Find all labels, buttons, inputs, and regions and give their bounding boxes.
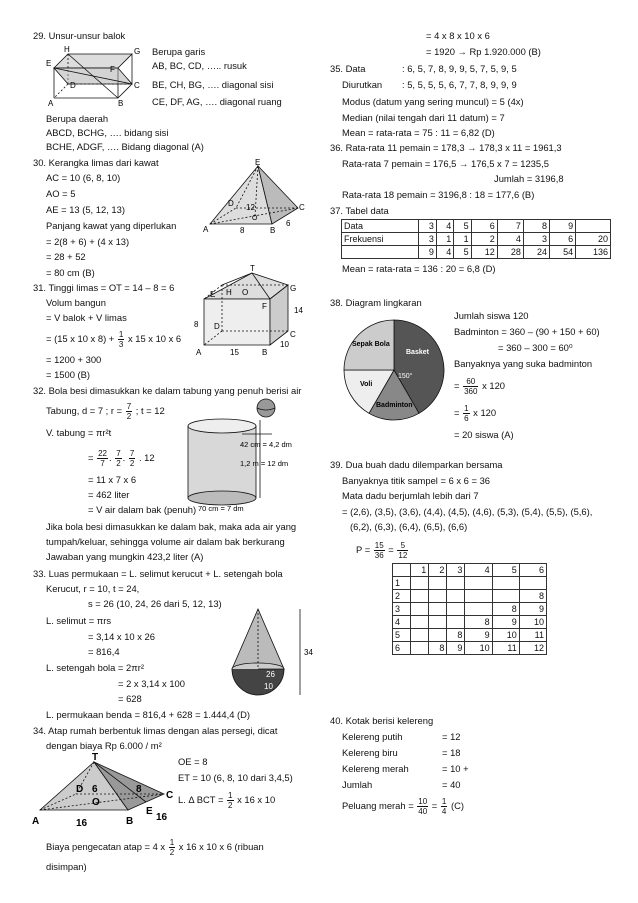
q35-mean: Mean = rata-rata = 75 : 11 = 6,82 (D)	[342, 127, 495, 138]
q39-dice-table	[392, 563, 547, 655]
q33-label-10: 10	[264, 682, 273, 691]
q31-label-c: C	[290, 330, 296, 339]
table-row	[342, 220, 611, 233]
q40-value: = 18	[442, 747, 461, 758]
table-cell: 8	[429, 642, 447, 655]
q39-text: =	[388, 543, 394, 555]
q30-label-o: O	[252, 215, 258, 222]
q29-bidang-diagonal: BCHE, ADGF, …. Bidang diagonal (A)	[46, 141, 204, 152]
q38-pie-chart	[340, 310, 450, 430]
q30-label-d: D	[228, 199, 234, 208]
q34-label-6: 6	[92, 784, 98, 795]
q40-heading: 40. Kotak berisi kelereng	[330, 715, 434, 726]
q29-label-g: G	[134, 47, 141, 56]
q30-label-12: 12	[246, 203, 255, 212]
q33-cone-figure	[224, 605, 314, 713]
q33-answer: L. permukaan benda = 816,4 + 628 = 1.444,4 (D)	[46, 709, 251, 720]
q38-line: Jumlah siswa 120	[454, 310, 529, 321]
table-cell: 4	[497, 233, 523, 246]
q35-sorted-label: Diurutkan	[342, 79, 383, 90]
table-cell: 4	[465, 564, 492, 577]
q33-line: Kerucut, r = 10, t = 24,	[46, 583, 140, 594]
q30-line: AO = 5	[46, 188, 76, 199]
q34-fraction	[169, 838, 175, 857]
q32-line: = 11 x 7 x 6	[88, 474, 137, 485]
numerator: 15	[374, 541, 384, 550]
q32-line: = V air dalam bak (penuh)	[88, 504, 197, 515]
table-cell	[411, 616, 429, 629]
table-row	[342, 233, 611, 246]
table-cell: 6	[471, 220, 497, 233]
q31-fraction	[118, 330, 124, 349]
table-cell	[393, 564, 411, 577]
table-cell: 6	[393, 642, 411, 655]
numerator: 22	[98, 449, 107, 458]
q32-line	[46, 402, 165, 421]
q30-line: = 28 + 52	[46, 251, 86, 262]
q34-label-a: A	[32, 816, 40, 827]
q34-label-c: C	[166, 790, 174, 801]
table-cell	[411, 642, 429, 655]
table-cell	[576, 220, 611, 233]
q30-line: AC = 10 (6, 8, 10)	[46, 172, 121, 183]
q30-label-8: 8	[240, 226, 245, 235]
q29-cuboid-figure	[44, 42, 144, 112]
q40-fraction	[417, 797, 428, 816]
table-cell: 3	[419, 233, 436, 246]
denominator: 2	[228, 801, 233, 810]
q31-label-o: O	[242, 288, 249, 297]
q31-line: = V balok + V limas	[46, 312, 127, 323]
table-cell: 10	[465, 642, 492, 655]
q37-frequency-table	[341, 219, 611, 259]
q33-line: L. selimut = πrs	[46, 615, 112, 626]
q31-text: x 15 x 10 x 6	[127, 332, 182, 344]
q32-line: V. tabung = πr²t	[46, 427, 112, 438]
table-cell: 20	[576, 233, 611, 246]
q33-label-34: 34	[304, 648, 313, 657]
q30-label-6: 6	[286, 219, 291, 228]
table-cell: 8	[519, 590, 546, 603]
q29-label-b: B	[118, 99, 124, 108]
q30-pyramid-figure	[200, 158, 305, 238]
denominator: 2	[116, 459, 121, 468]
table-cell: 2	[429, 564, 447, 577]
q32-diameter-label: 42 cm = 4,2 dm	[240, 440, 292, 449]
table-row	[342, 246, 611, 259]
q31-label-8: 8	[194, 320, 199, 329]
q34-continued-line: = 4 x 8 x 10 x 6	[426, 30, 490, 41]
q34-label-b: B	[126, 816, 134, 827]
q34-fraction	[227, 791, 233, 810]
q34-text: x 16 x 10 x 6 (ribuan	[178, 840, 264, 852]
q31-line	[46, 330, 181, 349]
table-cell: 8	[492, 603, 519, 616]
q34-line	[46, 838, 264, 857]
table-cell	[411, 629, 429, 642]
q34-label-o: O	[92, 797, 100, 808]
table-row	[393, 616, 547, 629]
q39-line: = (2,6), (3,5), (3,6), (4,4), (4,5), (4,6), (5,3), (5,4), (5,5), (5,6),	[342, 506, 593, 517]
q29-label-a: A	[48, 99, 54, 108]
q32-text: ; t = 12	[135, 404, 165, 416]
q38-line	[454, 404, 496, 423]
q34-label-e: E	[146, 806, 153, 817]
q29-bidang-sisi: ABCD, BCHG, …. bidang sisi	[46, 127, 169, 138]
q33-line: = 3,14 x 10 x 26	[88, 631, 155, 642]
q35-heading: 35. Data	[330, 63, 366, 74]
q38-label-badminton: Badminton	[376, 402, 413, 409]
table-cell: 10	[492, 629, 519, 642]
q40-label: Kelereng merah	[342, 763, 409, 774]
numerator: 60	[463, 377, 478, 387]
q31-line: = 1200 + 300	[46, 354, 102, 365]
numerator: 5	[397, 541, 408, 551]
q38-text: x 120	[482, 379, 505, 391]
table-cell: 4	[436, 246, 453, 259]
table-cell: 2	[471, 233, 497, 246]
table-cell: 54	[549, 246, 575, 259]
q31-label-a: A	[196, 348, 202, 357]
q40-label: Jumlah	[342, 779, 373, 790]
q30-label-a: A	[203, 225, 209, 234]
q34-text: L. Δ BCT =	[178, 793, 224, 805]
q31-text: = (15 x 10 x 8) +	[46, 332, 115, 344]
q35-sorted: : 5, 5, 5, 5, 6, 7, 7, 8, 9, 9, 9	[402, 79, 517, 90]
q29-label-h: H	[64, 45, 70, 54]
table-cell: 6	[549, 233, 575, 246]
table-cell: 5	[393, 629, 411, 642]
table-cell: 7	[497, 220, 523, 233]
numerator: 7	[129, 449, 135, 458]
table-cell: 5	[454, 220, 471, 233]
table-cell: 9	[419, 246, 436, 259]
numerator: 7	[116, 449, 121, 458]
table-cell: 10	[519, 616, 546, 629]
table-cell	[447, 603, 465, 616]
q34-label-t: T	[92, 752, 99, 763]
q38-text: =	[454, 379, 460, 391]
table-cell	[411, 577, 429, 590]
q39-line: Banyaknya titik sampel = 6 x 6 = 36	[342, 475, 490, 486]
q39-fraction	[397, 541, 408, 560]
table-cell: 24	[523, 246, 549, 259]
q38-line	[454, 377, 505, 396]
q29-label-e: E	[46, 59, 52, 68]
q30-line: Panjang kawat yang diperlukan	[46, 220, 177, 231]
q34-line: dengan biaya Rp 6.000 / m²	[46, 740, 162, 751]
table-cell: 4	[436, 220, 453, 233]
table-cell: 11	[519, 629, 546, 642]
table-cell: 6	[519, 564, 546, 577]
q36-answer: Rata-rata 18 pemain = 3196,8 : 18 = 177,6 (B)	[342, 189, 535, 200]
numerator: 10	[418, 797, 428, 806]
q38-line: = 360 – 300 = 60⁰	[498, 342, 573, 353]
q38-text: x 120	[473, 406, 497, 418]
q32-line: = 462 liter	[88, 489, 130, 500]
q29-heading: 29. Unsur-unsur balok	[33, 30, 126, 41]
table-cell: 5	[454, 246, 471, 259]
q31-label-e: E	[210, 290, 216, 299]
table-cell: 1	[454, 233, 471, 246]
q30-heading: 30. Kerangka limas dari kawat	[33, 157, 159, 168]
q38-line: Banyaknya yang suka badminton	[454, 358, 593, 369]
table-cell	[411, 590, 429, 603]
table-cell	[411, 603, 429, 616]
table-cell: 4	[393, 616, 411, 629]
q34-roof-figure	[32, 752, 176, 832]
table-cell	[465, 590, 492, 603]
q34-label-8: 8	[136, 784, 142, 795]
q34-label-16a: 16	[76, 818, 88, 829]
numerator: 1	[464, 404, 469, 413]
q32-line: Jika bola besi dimasukkan ke dalam bak, maka ada air yang	[46, 521, 297, 532]
q39-line: Mata dadu berjumlah lebih dari 7	[342, 490, 479, 501]
q32-fraction	[126, 402, 132, 421]
table-cell: 2	[393, 590, 411, 603]
q30-label-b: B	[270, 226, 276, 235]
q32-text: .	[122, 451, 126, 463]
q38-fraction	[463, 404, 469, 423]
q38-line: Badminton = 360 – (90 + 150 + 60)	[454, 326, 600, 337]
q40-value: = 10 +	[442, 763, 469, 774]
table-cell	[447, 590, 465, 603]
table-cell: 11	[492, 642, 519, 655]
table-cell	[465, 603, 492, 616]
table-row	[393, 603, 547, 616]
q33-label-26: 26	[266, 670, 275, 679]
q39-heading: 39. Dua buah dadu dilemparkan bersama	[330, 459, 503, 470]
q36-line: Jumlah = 3196,8	[494, 173, 564, 184]
q29-label-f: F	[110, 65, 115, 74]
q35-median: Median (nilai tengah dari 11 datum) = 7	[342, 112, 505, 123]
q29-daerah: Berupa daerah	[46, 113, 109, 124]
q31-label-14: 14	[294, 306, 303, 315]
q31-label-h: H	[226, 288, 232, 297]
table-cell: 3	[523, 233, 549, 246]
denominator: 36	[374, 551, 384, 560]
q29-diagonal-ruang: CE, DF, AG, …. diagonal ruang	[152, 96, 282, 107]
q32-fraction	[115, 449, 121, 468]
q34-heading: 34. Atap rumah berbentuk limas dengan alas persegi, dicat	[33, 725, 278, 736]
q32-text: Tabung, d = 7 ; r =	[46, 404, 123, 416]
table-cell: 8	[465, 616, 492, 629]
q40-text: (C)	[450, 799, 464, 811]
q38-heading: 38. Diagram lingkaran	[330, 297, 422, 308]
q31-prism-figure	[186, 265, 306, 360]
q32-text: . 12	[138, 451, 155, 463]
q31-label-15: 15	[230, 348, 239, 357]
numerator: 1	[228, 791, 233, 800]
table-cell: 3	[447, 564, 465, 577]
q39-fraction	[374, 541, 385, 560]
q38-fraction	[463, 377, 478, 396]
table-cell: 8	[523, 220, 549, 233]
denominator: 40	[418, 807, 428, 816]
q38-label-sepak-bola: Sepak Bola	[352, 341, 390, 348]
numerator: 7	[126, 402, 132, 411]
table-cell	[492, 577, 519, 590]
q40-probability	[342, 797, 464, 816]
table-cell: 28	[497, 246, 523, 259]
q34-line	[178, 791, 275, 810]
q32-text: .	[109, 451, 112, 463]
table-cell: 136	[576, 246, 611, 259]
table-cell: 12	[519, 642, 546, 655]
q35-modus: Modus (datum yang sering muncul) = 5 (4x)	[342, 96, 524, 107]
q40-value: = 12	[442, 731, 461, 742]
q30-label-c: C	[299, 203, 305, 212]
q32-answer: Jawaban yang mungkin 423,2 liter (A)	[46, 551, 204, 562]
q31-label-t: T	[250, 264, 255, 273]
table-cell: 9	[447, 642, 465, 655]
q32-tank-figure	[180, 396, 310, 514]
q34-label-d: D	[76, 784, 84, 795]
table-row	[393, 577, 547, 590]
denominator: 12	[398, 551, 408, 560]
table-cell	[447, 577, 465, 590]
q34-text: Biaya pengecatan atap = 4 x	[46, 840, 166, 852]
table-cell	[519, 577, 546, 590]
table-cell: 1	[393, 577, 411, 590]
q30-label-e: E	[255, 158, 261, 167]
denominator: 2	[129, 459, 135, 468]
table-row	[393, 590, 547, 603]
q34-label-16b: 16	[156, 812, 168, 823]
q38-label-voli: Voli	[360, 381, 373, 388]
q33-line: L. setengah bola = 2πr²	[46, 662, 144, 673]
q37-mean: Mean = rata-rata = 136 : 20 = 6,8 (D)	[342, 263, 496, 274]
numerator: 1	[118, 330, 124, 339]
q31-label-d: D	[214, 322, 220, 331]
q31-heading: 31. Tinggi limas = OT = 14 – 8 = 6	[33, 282, 175, 293]
q30-line: = 2(8 + 6) + (4 x 13)	[46, 236, 130, 247]
table-row	[393, 642, 547, 655]
table-row	[393, 629, 547, 642]
q38-label-basket: Basket	[406, 349, 429, 356]
q32-fraction	[97, 449, 108, 468]
q34-answer: = 1920 → Rp 1.920.000 (B)	[426, 46, 541, 57]
q35-data: : 6, 5, 7, 8, 9, 9, 5, 7, 5, 9, 5	[402, 63, 517, 74]
q38-text: =	[454, 406, 460, 418]
table-cell: 9	[465, 629, 492, 642]
q34-text: x 16 x 10	[237, 793, 276, 805]
table-cell	[429, 616, 447, 629]
numerator: 1	[441, 797, 447, 806]
denominator: 2	[169, 848, 175, 857]
q40-text: =	[431, 799, 438, 811]
denominator: 4	[441, 807, 447, 816]
table-cell: 8	[447, 629, 465, 642]
table-cell: 1	[436, 233, 453, 246]
table-cell	[492, 590, 519, 603]
table-cell: 12	[471, 246, 497, 259]
q32-height-label: 1,2 m = 12 dm	[240, 459, 289, 468]
table-cell: 9	[519, 603, 546, 616]
table-cell	[429, 603, 447, 616]
table-cell	[342, 246, 419, 259]
q29-garis: Berupa garis	[152, 46, 206, 57]
table-cell: 3	[419, 220, 436, 233]
table-cell: Frekuensi	[342, 233, 419, 246]
q40-fraction	[441, 797, 447, 816]
denominator: 3	[118, 340, 124, 349]
denominator: 7	[100, 459, 105, 468]
q39-text: P =	[356, 543, 371, 555]
q31-label-g: G	[290, 284, 297, 293]
q33-line: = 628	[118, 693, 142, 704]
q32-line	[88, 449, 155, 468]
q31-answer: = 1500 (B)	[46, 369, 91, 380]
q31-label-10: 10	[280, 340, 289, 349]
table-cell: 1	[411, 564, 429, 577]
denominator: 2	[126, 412, 132, 421]
q32-text: =	[88, 451, 94, 463]
q33-line: s = 26 (10, 24, 26 dari 5, 12, 13)	[88, 598, 222, 609]
q32-heading: 32. Bola besi dimasukkan ke dalam tabung yang penuh berisi air	[33, 385, 302, 396]
q30-answer: = 80 cm (B)	[46, 267, 95, 278]
q40-label: Kelereng biru	[342, 747, 398, 758]
denominator: 360	[464, 387, 478, 396]
q37-heading: 37. Tabel data	[330, 205, 389, 216]
q31-label-b: B	[262, 348, 268, 357]
q39-line: (6,2), (6,3), (6,4), (6,5), (6,6)	[350, 521, 468, 532]
table-cell	[429, 577, 447, 590]
table-cell: 9	[492, 616, 519, 629]
table-cell: Data	[342, 220, 419, 233]
denominator: 6	[464, 414, 469, 423]
q38-label-angle: 150°	[398, 373, 413, 380]
table-cell: 5	[492, 564, 519, 577]
table-cell: 9	[549, 220, 575, 233]
q34-line: ET = 10 (6, 8, 10 dari 3,4,5)	[178, 772, 293, 783]
q33-heading: 33. Luas permukaan = L. selimut kerucut + L. setengah bola	[33, 568, 283, 579]
q36-heading: 36. Rata-rata 11 pemain = 178,3 → 178,3 x 11 = 1961,3	[330, 142, 562, 153]
numerator: 1	[169, 838, 175, 847]
q31-label-f: F	[262, 302, 267, 311]
table-row	[393, 564, 547, 577]
q29-rusuk: AB, BC, CD, ….. rusuk	[152, 60, 247, 71]
q34-line: disimpan)	[46, 861, 87, 872]
q40-value: = 40	[442, 779, 461, 790]
table-cell	[429, 629, 447, 642]
q33-line: = 2 x 3,14 x 100	[118, 678, 185, 689]
q30-line: AE = 13 (5, 12, 13)	[46, 204, 125, 215]
table-cell	[465, 577, 492, 590]
q40-label: Kelereng putih	[342, 731, 403, 742]
q29-label-d: D	[70, 81, 76, 90]
table-cell: 3	[393, 603, 411, 616]
q29-label-c: C	[134, 81, 140, 90]
q38-answer: = 20 siswa (A)	[454, 429, 514, 440]
q33-line: = 816,4	[88, 646, 120, 657]
q34-line: OE = 8	[178, 756, 208, 767]
q32-line: tumpah/keluar, sehingga volume air dalam bak berkurang	[46, 536, 285, 547]
q32-fraction	[129, 449, 135, 468]
table-cell	[429, 590, 447, 603]
q39-probability	[356, 541, 409, 560]
q40-text: Peluang merah =	[342, 799, 414, 811]
q32-width-label: 70 cm = 7 dm	[198, 504, 244, 513]
q31-line: Volum bangun	[46, 297, 106, 308]
q29-diagonal-sisi: BE, CH, BG, …. diagonal sisi	[152, 79, 274, 90]
table-cell	[447, 616, 465, 629]
q36-line: Rata-rata 7 pemain = 176,5 → 176,5 x 7 = 1235,5	[342, 158, 549, 169]
